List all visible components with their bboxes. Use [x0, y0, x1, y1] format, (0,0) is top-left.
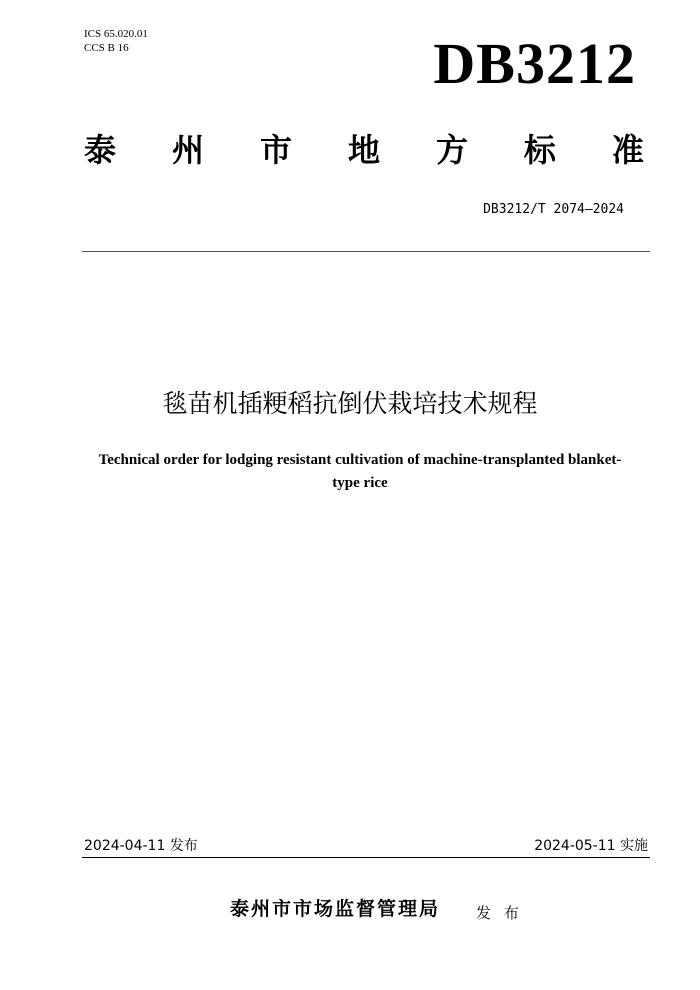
- issue-date: 2024-04-11 发布: [84, 838, 198, 854]
- standard-type-char: 准: [611, 131, 644, 169]
- classification-block: [84, 27, 148, 55]
- document-title-en: Technical order for lodging resistant cultivation of machine-transplanted blanket-type rice: [98, 452, 622, 491]
- standard-type-title: [84, 130, 644, 170]
- standard-type-char: 泰: [84, 131, 117, 169]
- standard-type-char: 地: [347, 131, 380, 169]
- standard-type-char: 方: [435, 131, 468, 169]
- footer-divider: [82, 857, 650, 858]
- publish-label: 发 布: [476, 904, 523, 922]
- standard-type-char: 标: [523, 131, 556, 169]
- standard-type-char: 州: [171, 131, 204, 169]
- ccs-code: CCS B 16: [84, 42, 129, 54]
- issuing-authority: 泰州市市场监督管理局: [230, 898, 441, 920]
- implementation-date: 2024-05-11 实施: [534, 838, 648, 854]
- ics-code: ICS 65.020.01: [84, 28, 148, 40]
- standard-code: DB3212/T 2074—2024: [483, 202, 624, 217]
- header-divider: [82, 251, 650, 252]
- standard-type-char: 市: [259, 131, 292, 169]
- standard-logo: DB3212: [433, 31, 636, 96]
- document-title-zh: 毯苗机插粳稻抗倒伏栽培技术规程: [162, 389, 538, 418]
